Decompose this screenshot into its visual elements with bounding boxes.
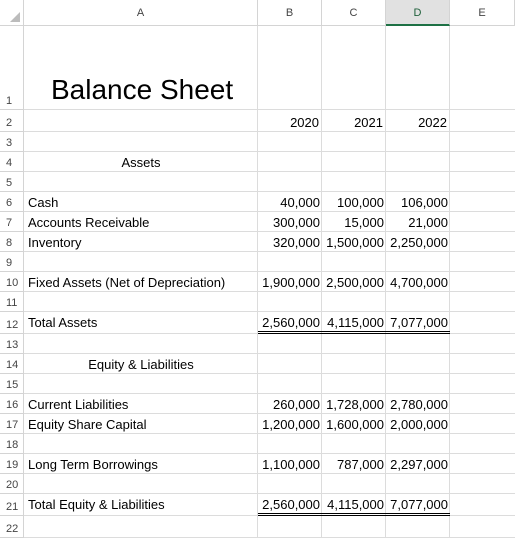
gridline <box>449 26 450 538</box>
cash-2022[interactable]: 106,000 <box>401 195 448 210</box>
gridline <box>24 231 515 232</box>
inventory-label[interactable]: Inventory <box>28 235 82 250</box>
total-equity-liabilities-2022[interactable]: 7,077,000 <box>390 497 448 512</box>
total-assets-double-border <box>258 331 450 334</box>
row-header-22[interactable] <box>0 516 24 538</box>
row-number: 5 <box>6 177 13 189</box>
gridline <box>24 473 515 474</box>
row-number: 22 <box>6 523 19 535</box>
gridline <box>24 393 515 394</box>
gridline <box>24 251 515 252</box>
row-header-6[interactable] <box>0 192 24 212</box>
year-2020[interactable]: 2020 <box>290 115 319 130</box>
inventory-2021[interactable]: 1,500,000 <box>326 235 384 250</box>
cash-2021[interactable]: 100,000 <box>337 195 384 210</box>
column-header-e[interactable]: E <box>450 0 515 26</box>
row-header-17[interactable] <box>0 414 24 434</box>
fixed-assets-2020[interactable]: 1,900,000 <box>262 275 320 290</box>
row-header-8[interactable] <box>0 232 24 252</box>
row-header-20[interactable] <box>0 474 24 494</box>
total-assets-label[interactable]: Total Assets <box>28 315 98 330</box>
long-term-borrowings-label[interactable]: Long Term Borrowings <box>28 457 158 472</box>
row-header-5[interactable] <box>0 172 24 192</box>
row-number: 13 <box>6 339 19 351</box>
row-header-11[interactable] <box>0 292 24 312</box>
ar-2021[interactable]: 15,000 <box>344 215 384 230</box>
row-number: 2 <box>6 117 13 129</box>
cash-label[interactable]: Cash <box>28 195 59 210</box>
gridline <box>24 453 515 454</box>
ar-2022[interactable]: 21,000 <box>408 215 448 230</box>
sheet-title[interactable]: Balance Sheet <box>51 74 234 105</box>
column-header-a[interactable]: A <box>24 0 258 26</box>
long-term-borrowings-2021[interactable]: 787,000 <box>337 457 384 472</box>
total-equity-liabilities-double-border <box>258 513 450 516</box>
row-number: 20 <box>6 479 19 491</box>
row-number: 4 <box>6 157 13 169</box>
total-equity-liabilities-label[interactable]: Total Equity & Liabilities <box>28 497 165 512</box>
inventory-2020[interactable]: 320,000 <box>273 235 320 250</box>
current-liabilities-2020[interactable]: 260,000 <box>273 397 320 412</box>
row-header-15[interactable] <box>0 374 24 394</box>
total-equity-liabilities-2021[interactable]: 4,115,000 <box>327 497 384 512</box>
row-header-7[interactable] <box>0 212 24 232</box>
gridline <box>24 291 515 292</box>
row-number: 16 <box>6 399 19 411</box>
gridline <box>24 493 515 494</box>
column-header-c[interactable]: C <box>322 0 386 26</box>
column-header-b[interactable]: B <box>258 0 322 26</box>
row-header-10[interactable] <box>0 272 24 292</box>
row-number: 10 <box>6 277 19 289</box>
long-term-borrowings-2022[interactable]: 2,297,000 <box>390 457 448 472</box>
total-assets-2020[interactable]: 2,560,000 <box>262 315 320 330</box>
row-number: 9 <box>6 257 13 269</box>
row-header-1[interactable] <box>0 26 24 110</box>
select-all-corner[interactable] <box>0 0 24 26</box>
row-header-4[interactable] <box>0 152 24 172</box>
gridline <box>24 311 515 312</box>
gridline <box>24 211 515 212</box>
gridline <box>24 191 515 192</box>
row-number: 17 <box>6 419 19 431</box>
equity-share-capital-label[interactable]: Equity Share Capital <box>28 417 147 432</box>
row-header-14[interactable] <box>0 354 24 374</box>
row-number: 7 <box>6 217 13 229</box>
year-2022[interactable]: 2022 <box>418 115 447 130</box>
row-number: 11 <box>6 297 18 309</box>
row-header-19[interactable] <box>0 454 24 474</box>
row-number: 18 <box>6 439 19 451</box>
total-equity-liabilities-2020[interactable]: 2,560,000 <box>262 497 320 512</box>
row-header-9[interactable] <box>0 252 24 272</box>
gridline <box>24 353 515 354</box>
inventory-2022[interactable]: 2,250,000 <box>390 235 448 250</box>
row-header-3[interactable] <box>0 132 24 152</box>
ar-label[interactable]: Accounts Receivable <box>28 215 150 230</box>
row-header-13[interactable] <box>0 334 24 354</box>
gridline <box>24 373 515 374</box>
row-number: 14 <box>6 359 19 371</box>
gridline <box>24 433 515 434</box>
row-header-12[interactable] <box>0 312 24 334</box>
row-number: 12 <box>6 319 19 331</box>
select-all-triangle-icon <box>10 12 20 22</box>
current-liabilities-2021[interactable]: 1,728,000 <box>326 397 384 412</box>
gridline <box>24 413 515 414</box>
row-header-21[interactable] <box>0 494 24 516</box>
fixed-assets-label[interactable]: Fixed Assets (Net of Depreciation) <box>28 275 226 290</box>
row-number: 8 <box>6 237 13 249</box>
row-number: 6 <box>6 197 13 209</box>
row-header-18[interactable] <box>0 434 24 454</box>
gridline <box>24 109 515 110</box>
fixed-assets-2021[interactable]: 2,500,000 <box>326 275 384 290</box>
row-number: 15 <box>6 379 19 391</box>
year-2021[interactable]: 2021 <box>354 115 383 130</box>
gridline <box>24 131 515 132</box>
row-header-16[interactable] <box>0 394 24 414</box>
total-assets-2021[interactable]: 4,115,000 <box>327 315 384 330</box>
equity-share-capital-2022[interactable]: 2,000,000 <box>390 417 448 432</box>
fixed-assets-2022[interactable]: 4,700,000 <box>390 275 448 290</box>
row-number: 3 <box>6 137 13 149</box>
assets-heading[interactable]: Assets <box>121 155 161 170</box>
row-number: 1 <box>6 95 13 107</box>
gridline <box>24 271 515 272</box>
row-number: 21 <box>6 501 19 513</box>
ar-2020[interactable]: 300,000 <box>273 215 320 230</box>
cash-2020[interactable]: 40,000 <box>280 195 320 210</box>
row-number: 19 <box>6 459 19 471</box>
equity-share-capital-2021[interactable]: 1,600,000 <box>326 417 384 432</box>
current-liabilities-2022[interactable]: 2,780,000 <box>390 397 448 412</box>
row-header-2[interactable] <box>0 110 24 132</box>
gridline <box>24 171 515 172</box>
equity-liabilities-heading[interactable]: Equity & Liabilities <box>88 357 194 372</box>
total-assets-2022[interactable]: 7,077,000 <box>390 315 448 330</box>
gridline <box>24 151 515 152</box>
column-header-d[interactable]: D <box>386 0 450 26</box>
long-term-borrowings-2020[interactable]: 1,100,000 <box>262 457 320 472</box>
current-liabilities-label[interactable]: Current Liabilities <box>28 397 129 412</box>
equity-share-capital-2020[interactable]: 1,200,000 <box>262 417 320 432</box>
